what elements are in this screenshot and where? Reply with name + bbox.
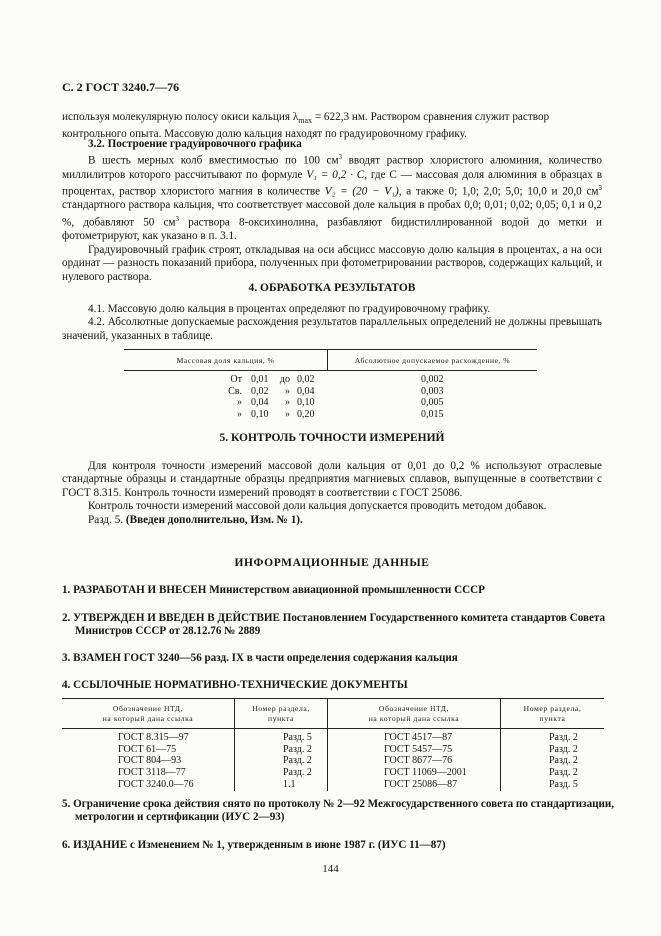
table-row: ГОСТ 3118—77 Разд. 2 ГОСТ 11069—2001 Разд. 2 xyxy=(62,767,604,779)
page-number: 144 xyxy=(322,863,339,875)
info-item-3: 3. ВЗАМЕН ГОСТ 3240—56 разд. IX в части определения содержания кальция xyxy=(62,652,458,664)
section-3-2-title: 3.2. Построение градуировочного графика xyxy=(88,138,302,150)
table-row: От 0,01 до 0,02 0,002 xyxy=(230,374,444,385)
info-title: ИНФОРМАЦИОННЫЕ ДАННЫЕ xyxy=(234,557,430,569)
info-item-1: 1. РАЗРАБОТАН И ВНЕСЕН Министерством авиационной промышленности СССР xyxy=(62,584,485,596)
table-row: ГОСТ 3240.0—76 1.1 ГОСТ 25086—87 Разд. 5 xyxy=(62,779,604,791)
tolerance-header-discrepancy: Абсолютное допускаемое расхождение, % xyxy=(328,350,538,371)
section-3-2-paragraph-1: В шесть мерных колб вместимостью по 100 $см^3$ вводят раствор хлористого алюминия, количество миллилитров которого рассчитывают по формуле V₁ = 0,2 · C, где C — массовая доля алюминия в образцах в процентах, раствор хлористого магния в количестве V₂ = (20 − V₁), а также 0; 1,0; 2,0; 5,0; 10,0 и 20,0 $см^3$ стандартного раствора кальция, что соответствует массовой доле кальция в пробах 0,0; 0,01; 0,02; 0,05; 0,1 и 0,2 %, добавляют 50 $см^3$ раствора 8-оксихинолина, разбавляют бидистиллированной водой до метки и фотометрируют, как указано в п. 3.1. xyxy=(62,153,603,242)
tolerance-table xyxy=(124,349,537,420)
table-row: » 0,10 » 0,20 0,015 xyxy=(237,408,444,420)
table-row: ГОСТ 8.315—97 Разд. 5 ГОСТ 4517—87 Разд. 2 xyxy=(62,729,604,744)
references-table xyxy=(62,698,604,791)
info-item-6: 6. ИЗДАНИЕ с Изменением № 1, утвержденным в июне 1987 г. (ИУС 11—87) xyxy=(62,839,446,851)
section-3-2 xyxy=(62,138,602,284)
tolerance-header-fraction: Массовая доля кальция, % xyxy=(124,350,328,371)
table-row: ГОСТ 61—75 Разд. 2 ГОСТ 5457—75 Разд. 2 xyxy=(62,744,604,756)
table-row: » 0,04 » 0,10 0,005 xyxy=(237,397,444,409)
section-4-title: 4. ОБРАБОТКА РЕЗУЛЬТАТОВ xyxy=(248,282,416,294)
table-row: Св. 0,02 » 0,04 0,003 xyxy=(228,385,444,397)
section-5-paragraph-1: Для контроля точности измерений массовой доли кальция от 0,01 до 0,2 % используют отраслевые стандартные образцы и стандартные образцы предприятия магниевых сплавов, выпущенные в соответствии с ГОСТ 8.315. Контроль точности измерений проводят в соответствии с ГОСТ 25086. xyxy=(62,460,602,499)
info-item-2: 2. УТВЕРЖДЕН И ВВЕДЕН В ДЕЙСТВИЕ Постановлением Государственного комитета стандартов Совета Министров СССР от 28.12.76 № 2889 xyxy=(62,612,606,638)
info-item-5: 5. Ограничение срока действия снято по протоколу № 2—92 Межгосударственного совета по стандартизации, метрологии и сертификации (ИУС 2—93) xyxy=(62,798,615,824)
ref-header-doc: Обозначение НТД, на который дана ссылка xyxy=(328,699,501,729)
info-item-4: 4. ССЫЛОЧНЫЕ НОРМАТИВНО-ТЕХНИЧЕСКИЕ ДОКУМЕНТЫ xyxy=(62,679,408,691)
section-4-1: 4.1. Массовую долю кальция в процентах определяют по градуировочному графику. xyxy=(88,303,491,315)
table-row: ГОСТ 804—93 Разд. 2 ГОСТ 8677—76 Разд. 2 xyxy=(62,755,604,767)
section-5-paragraph-2: Контроль точности измерений массовой доли кальция допускается проводить методом добавок. xyxy=(88,500,547,513)
section-5-body xyxy=(62,460,602,527)
section-5-note: Разд. 5. (Введен дополнительно, Изм. № 1). xyxy=(88,513,303,526)
running-header: С. 2 ГОСТ 3240.7—76 xyxy=(62,80,180,94)
section-5-title: 5. КОНТРОЛЬ ТОЧНОСТИ ИЗМЕРЕНИЙ xyxy=(219,432,445,444)
ref-header-section: Номер раздела, пункта xyxy=(501,699,605,729)
intro-paragraph: используя молекулярную полосу окиси кальция $\lambda_{max} = 622,3$ нм. Раствором сравнения служит раствор контрольного опыта. Массовую долю кальция находят по градуировочному графику. xyxy=(62,111,550,140)
ref-header-section: Номер раздела, пункта xyxy=(235,699,328,729)
section-4-body xyxy=(62,303,602,343)
section-3-2-paragraph-2: Градуировочный график строят, откладывая на оси абсцисс массовую долю кальция в процентах, а на оси ординат — разность показаний прибора, полученных при фотометрировании растворов, содержащих кальций, и нулевого раствора. xyxy=(62,244,602,283)
ref-header-doc: Обозначение НТД, на который дана ссылка xyxy=(62,699,235,729)
section-4-2: 4.2. Абсолютные допускаемые расхождения результатов параллельных определений не должны превышать значений, указанных в таблице. xyxy=(62,316,602,342)
